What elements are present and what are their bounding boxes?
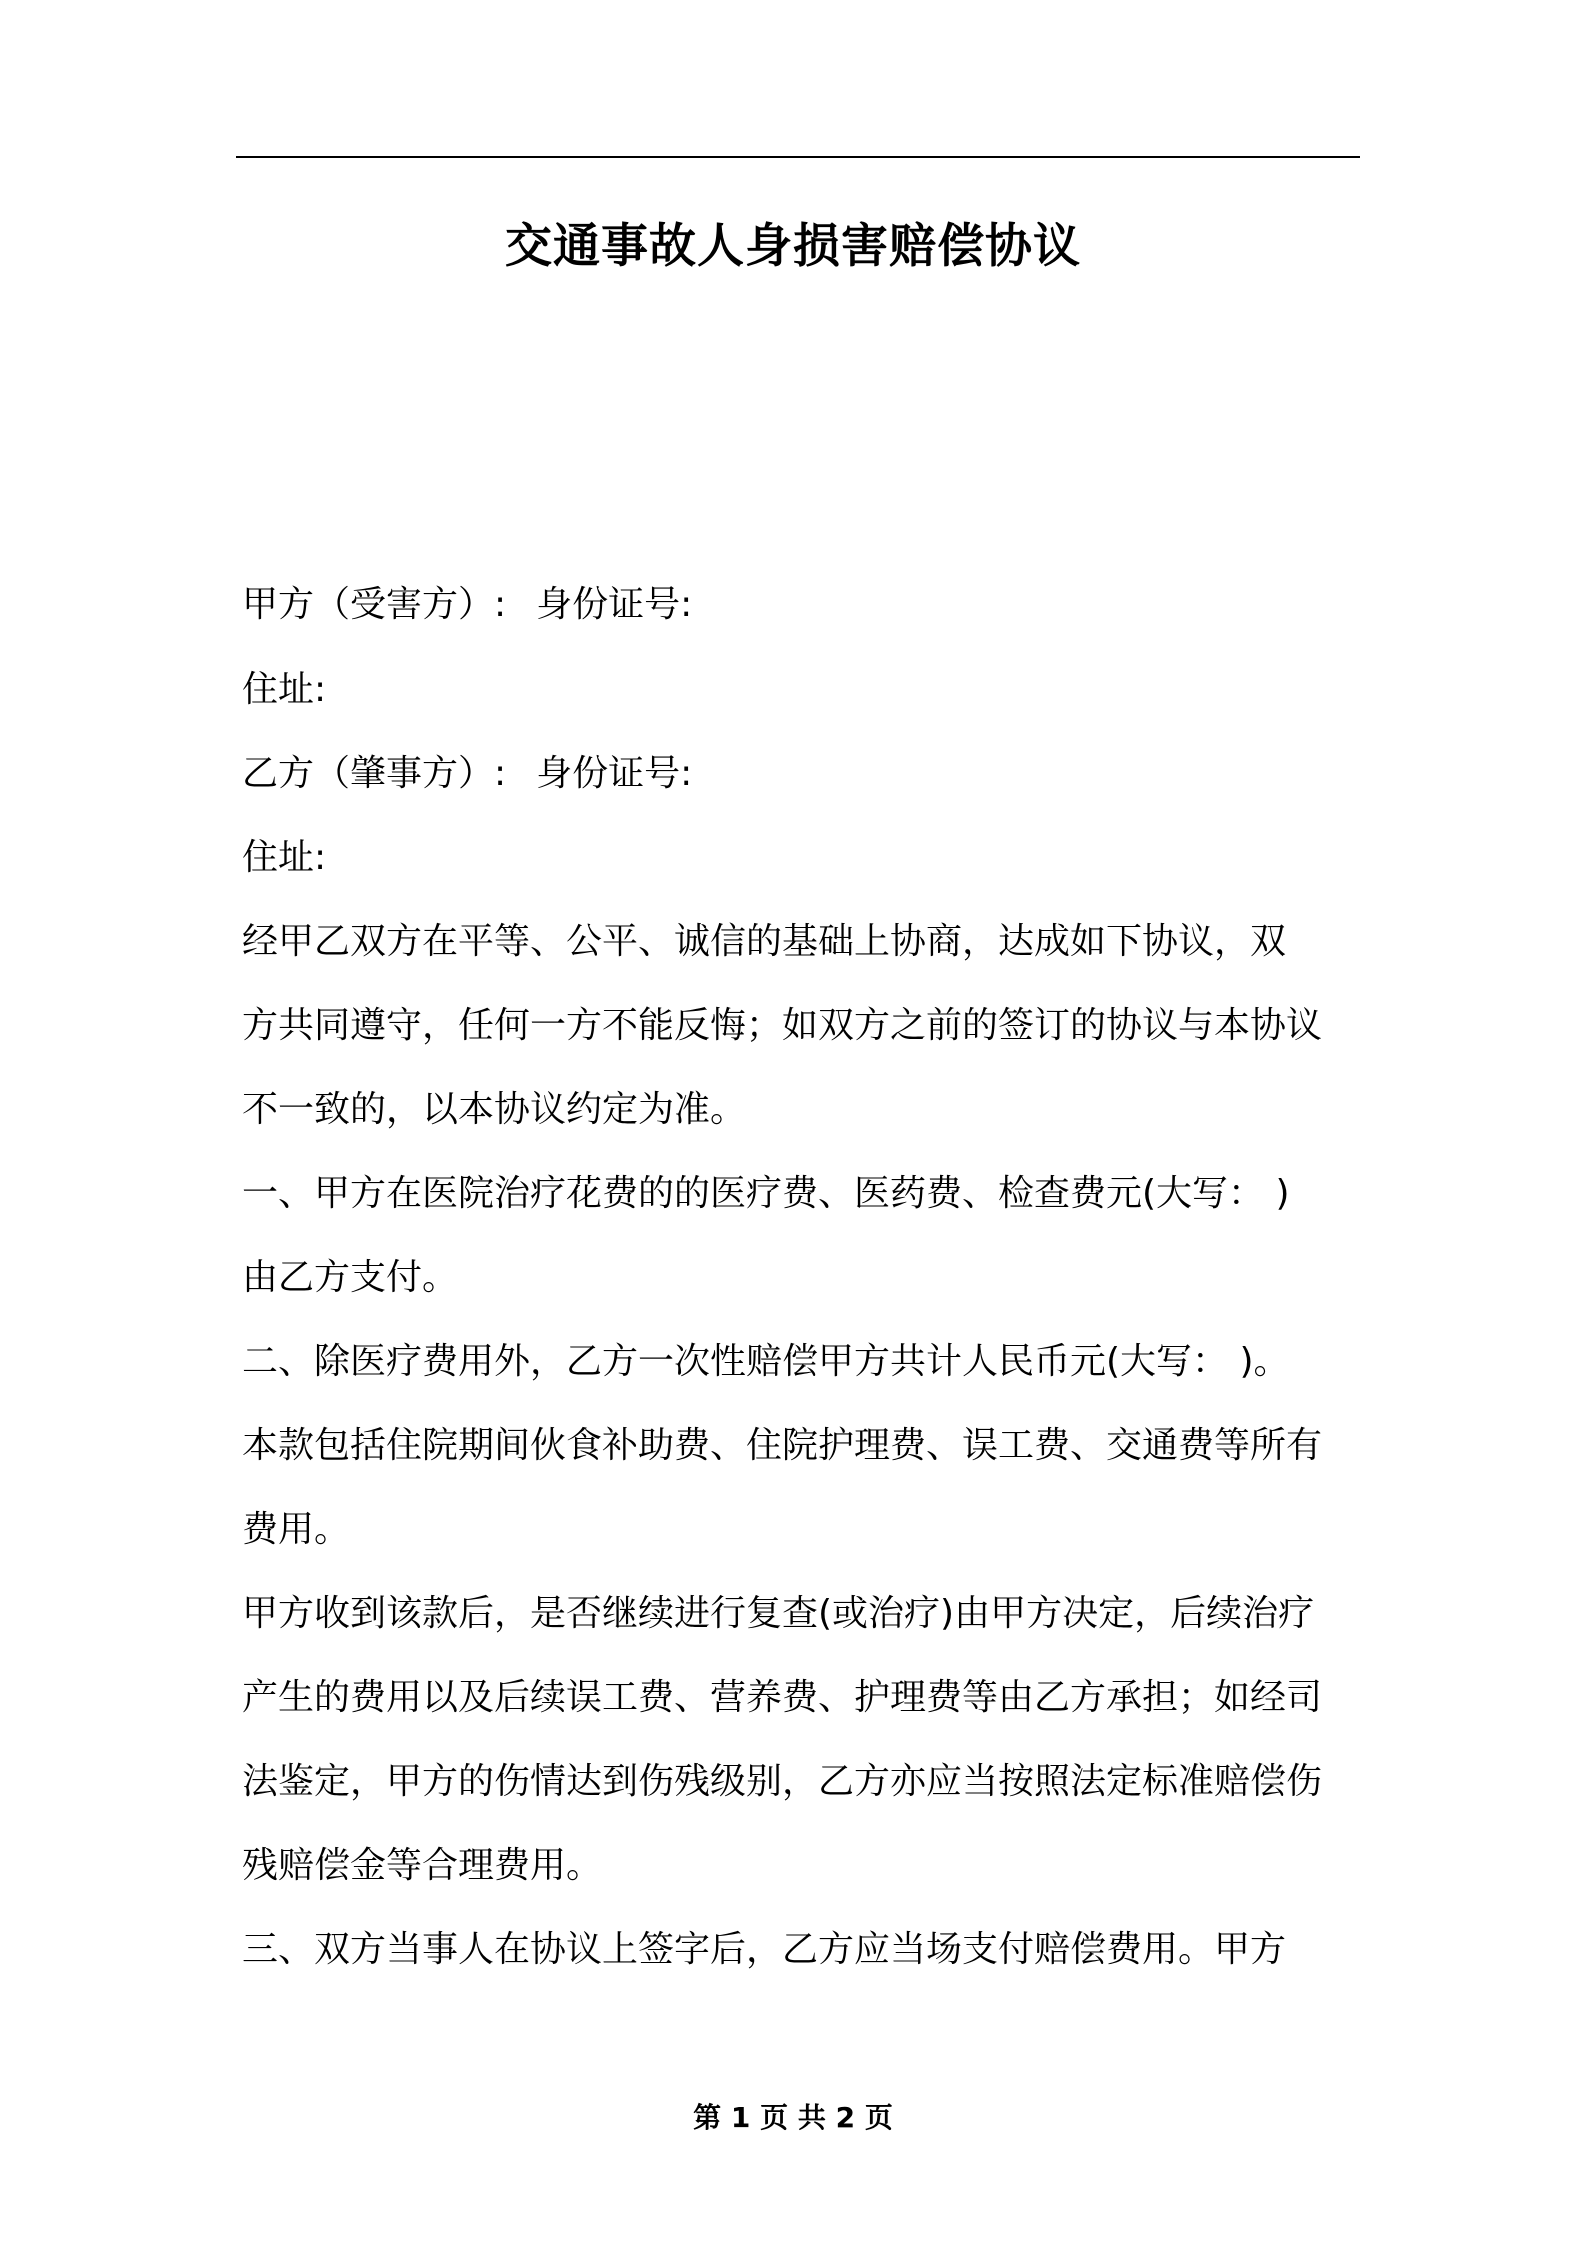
- party-b-label: 乙方（肇事方）:: [242, 753, 507, 794]
- body-line: 经甲乙双方在平等、公平、诚信的基础上协商，达成如下协议，双: [242, 921, 1287, 962]
- page-footer: 第 1 页 共 2 页: [693, 2101, 893, 2134]
- body-line: 三、双方当事人在协议上签字后，乙方应当场支付赔偿费用。甲方: [242, 1929, 1287, 1970]
- body-line: 方共同遵守，任何一方不能反悔；如双方之前的签订的协议与本协议: [242, 1005, 1323, 1046]
- party-b-line: [242, 744, 692, 804]
- party-b-address-label: 住址:: [242, 837, 327, 878]
- body-line: 残赔偿金等合理费用。: [242, 1845, 603, 1886]
- party-b-id-label: 身份证号:: [536, 753, 693, 794]
- party-a-id-label: 身份证号:: [536, 584, 693, 625]
- body-line: 甲方收到该款后，是否继续进行复查(或治疗)由甲方决定，后续治疗: [242, 1593, 1315, 1634]
- party-a-label: 甲方（受害方）:: [242, 584, 507, 625]
- body-line: 由乙方支付。: [242, 1257, 459, 1298]
- party-a-line: [242, 575, 692, 635]
- party-a-address-label: 住址:: [242, 669, 327, 710]
- body-line: 二、除医疗费用外，乙方一次性赔偿甲方共计人民币元(大写： )。: [242, 1341, 1290, 1382]
- body-line: 产生的费用以及后续误工费、营养费、护理费等由乙方承担；如经司: [242, 1677, 1323, 1718]
- body-line: 不一致的，以本协议约定为准。: [242, 1089, 747, 1130]
- body-line: 费用。: [242, 1509, 351, 1550]
- body-line: 本款包括住院期间伙食补助费、住院护理费、误工费、交通费等所有: [242, 1425, 1323, 1466]
- body-line: 一、甲方在医院治疗花费的的医疗费、医药费、检查费元(大写： ): [242, 1173, 1290, 1214]
- header-rule: [236, 156, 1360, 158]
- document-title: 交通事故人身损害赔偿协议: [505, 219, 1081, 274]
- body-line: 法鉴定，甲方的伤情达到伤残级别，乙方亦应当按照法定标准赔偿伤: [242, 1761, 1323, 1802]
